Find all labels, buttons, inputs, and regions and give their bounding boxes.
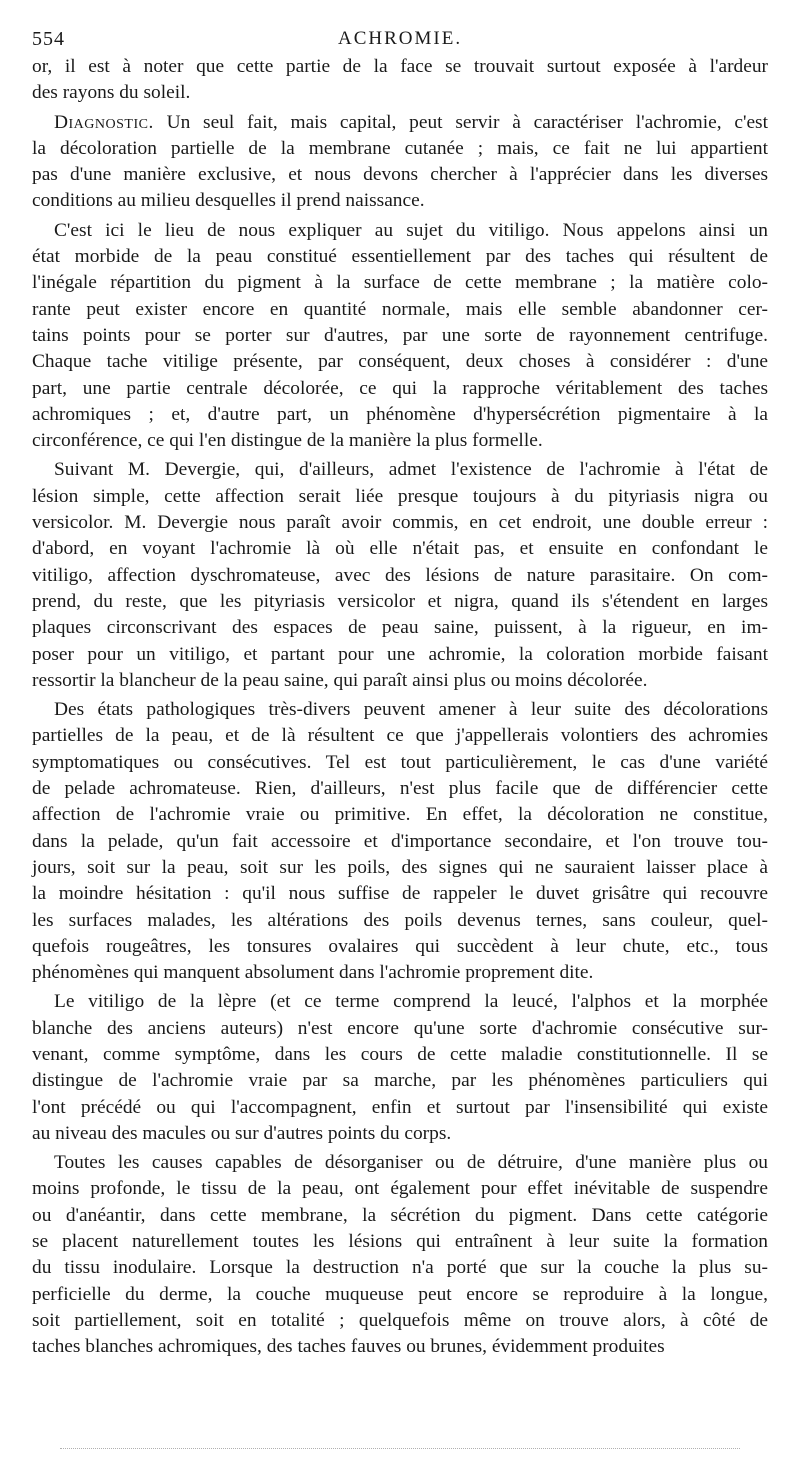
text-line: quefois rougeâtres, les tonsures ovalaires qui succèdent à leur chute, etc., tous	[32, 935, 768, 957]
text-line: or, il est à noter que cette partie de la face se trouvait surtout exposée à l'ardeur	[32, 56, 768, 77]
text-line: tains points pour se porter sur d'autres, par une sorte de rayonnement centrifuge.	[32, 324, 768, 346]
text-line: au niveau des macules ou sur d'autres points du corps.	[32, 1122, 452, 1144]
text-line: C'est ici le lieu de nous expliquer au sujet du vitiligo. Nous appelons ainsi un	[54, 219, 768, 241]
text-line: des rayons du soleil.	[32, 82, 191, 104]
text-line: Chaque tache vitilige présente, par conséquent, deux choses à considérer : d'une	[32, 351, 768, 373]
text-line: dans la pelade, qu'un fait accessoire et d'importance secondaire, et l'on trouve tou-	[32, 830, 768, 852]
text-line: l'ont précédé ou qui l'accompagnent, enfin et surtout par l'insensibilité qui existe	[32, 1096, 768, 1118]
text-line: ou d'anéantir, dans cette membrane, la sécrétion du pigment. Dans cette catégorie	[32, 1204, 768, 1226]
text-line: les surfaces malades, les altérations des poils devenus ternes, sans couleur, quel-	[32, 909, 768, 931]
text-line: Suivant M. Devergie, qui, d'ailleurs, admet l'existence de l'achromie à l'état de	[54, 459, 768, 481]
page-number: 554	[32, 28, 65, 50]
text-line: venant, comme symptôme, dans les cours de cette maladie constitutionnelle. Il se	[32, 1043, 768, 1065]
text-line: la moindre hésitation : qu'il nous suffise de rappeler le duvet grisâtre qui recouvre	[32, 883, 768, 905]
text-line: lésion simple, cette affection serait liée presque toujours à du pityriasis nigra ou	[32, 485, 768, 507]
text-line: se placent naturellement toutes les lésions qui entraînent à leur suite la formation	[32, 1231, 768, 1253]
text-line: vitiligo, affection dyschromateuse, avec des lésions de nature parasitaire. On com-	[32, 564, 768, 586]
text-line: Le vitiligo de la lèpre (et ce terme comprend la leucé, l'alphos et la morphée	[54, 991, 768, 1013]
text-line: versicolor. M. Devergie nous paraît avoir commis, en cet endroit, une double erreur :	[32, 512, 768, 534]
text-line: Des états pathologiques très-divers peuvent amener à leur suite des décolorations	[54, 699, 768, 721]
paragraph	[32, 989, 768, 1147]
text-line: phénomènes qui manquent absolument dans l'achromie proprement dite.	[32, 962, 594, 984]
text-line: circonférence, ce qui l'en distingue de la manière la plus formelle.	[32, 430, 543, 452]
text-line: distingue de l'achromie vraie par sa marche, par les phénomènes particuliers qui	[32, 1070, 768, 1092]
text-line: affection de l'achromie vraie ou primitive. En effet, la décoloration ne constitue,	[32, 804, 768, 826]
text-line: taches blanches achromiques, des taches fauves ou brunes, évidemment produites	[32, 1336, 665, 1358]
section-heading: Diagnostic.	[54, 111, 154, 133]
text-line: achromiques ; et, d'autre part, un phénomène d'hypersécrétion pigmentaire à la	[32, 403, 768, 425]
text-line: perficielle du derme, la couche muqueuse peut encore se reproduire à la longue,	[32, 1283, 768, 1305]
text-line: poser pour un vitiligo, et partant pour une achromie, la coloration morbide faisant	[32, 643, 768, 665]
running-title: ACHROMIE.	[338, 28, 463, 49]
text-line: jours, soit sur la peau, soit sur les poils, des signes qui ne sauraient laisser place à	[32, 856, 768, 878]
text-line: d'abord, en voyant l'achromie là où elle n'était pas, et ensuite en confondant le	[32, 538, 768, 560]
text-line: plaques circonscrivant des espaces de peau saine, puissent, à la rigueur, en im-	[32, 617, 768, 639]
text-line: la décoloration partielle de la membrane cutanée ; mais, ce fait ne lui appartient	[32, 137, 768, 159]
paragraph	[32, 1150, 768, 1360]
text-line: prend, du reste, que les pityriasis versicolor et nigra, quand ils s'étendent en larges	[32, 590, 768, 612]
text-line: moins profonde, le tissu de la peau, ont également pour effet inévitable de suspendre	[32, 1178, 768, 1200]
text-line: ressortir la blancheur de la peau saine, qui paraît ainsi plus ou moins décolorée.	[32, 669, 648, 691]
text-line: partielles de la peau, et de là résultent ce que j'appellerais volontiers des achromies	[32, 725, 768, 747]
text-line: état morbide de la peau constitué essentiellement par des taches qui résultent de	[32, 246, 768, 268]
text-line: conditions au milieu desquelles il prend naissance.	[32, 190, 425, 212]
scan-artifact-marks	[60, 1448, 740, 1455]
text-line: l'inégale répartition du pigment à la surface de cette membrane ; la matière colo-	[32, 272, 768, 294]
text-line: blanche des anciens auteurs) n'est encore qu'une sorte d'achromie consécutive sur-	[32, 1017, 768, 1039]
text-line: pas d'une manière exclusive, et nous devons chercher à l'apprécier dans les diverses	[32, 164, 768, 186]
text-line: du tissu inodulaire. Lorsque la destruction n'a porté que sur la couche la plus su-	[32, 1257, 768, 1279]
text-line: rante peut exister encore en quantité normale, mais elle semble abandonner cer-	[32, 298, 768, 320]
book-page	[32, 24, 768, 1364]
paragraph	[32, 54, 768, 107]
line-text: Un seul fait, mais capital, peut servir à caractériser l'achromie, c'est	[153, 111, 768, 133]
text-line	[32, 110, 768, 136]
running-head	[32, 24, 768, 54]
paragraph	[32, 697, 768, 986]
text-line: soit partiellement, soit en totalité ; quelquefois même on trouve alors, à côté de	[32, 1309, 768, 1331]
text-line: symptomatiques ou consécutives. Tel est tout particulièrement, le cas d'une variété	[32, 751, 768, 773]
paragraph	[32, 218, 768, 455]
body-text	[32, 54, 768, 1361]
text-line: part, une partie centrale décolorée, ce qui la rapproche véritablement des taches	[32, 377, 768, 399]
text-line: de pelade achromateuse. Rien, d'ailleurs, n'est plus facile que de différencier cette	[32, 778, 768, 800]
paragraph	[32, 457, 768, 694]
paragraph	[32, 110, 768, 215]
text-line: Toutes les causes capables de désorganiser ou de détruire, d'une manière plus ou	[54, 1152, 768, 1174]
